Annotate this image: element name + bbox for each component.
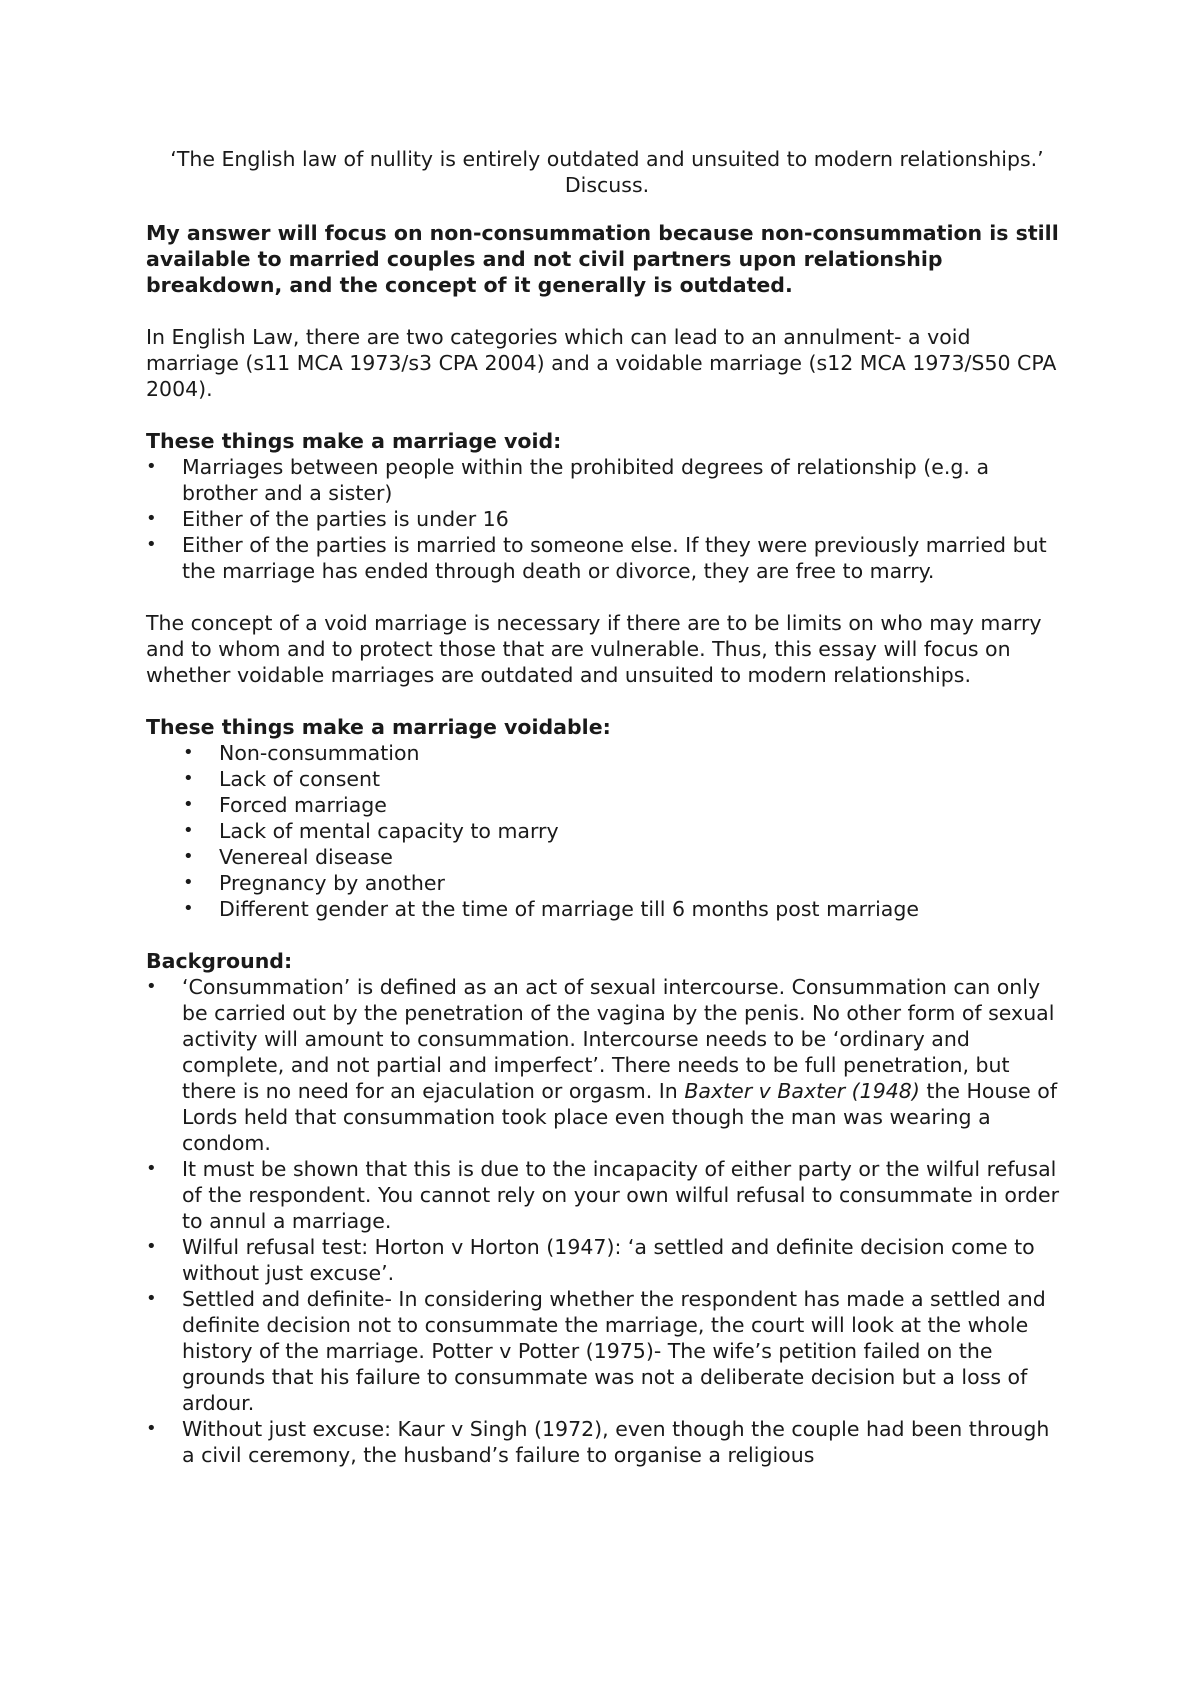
voidable-list: [146, 740, 1068, 922]
bullet-icon: •: [183, 846, 194, 867]
bullet-icon: •: [146, 456, 157, 477]
list-item: • Marriages between people within the prohibited degrees of relationship (e.g. a brother and a sister): [146, 455, 990, 505]
bullet-icon: •: [183, 768, 194, 789]
list-item: • Pregnancy by another: [183, 871, 445, 895]
bullet-icon: •: [183, 898, 194, 919]
bullet-icon: •: [183, 820, 194, 841]
list-item: • Settled and definite- In considering whether the respondent has made a settled and definite decision not to consummate the marriage, the court will look at the whole history of the marriage. Potter v Potter (1975)- The wife’s petition failed on the grounds that his failure to consummate was not a deliberate decision but a loss of ardour.: [146, 1287, 1046, 1415]
bullet-icon: •: [183, 872, 194, 893]
background-list: [146, 974, 1068, 1468]
bullet-icon: •: [183, 794, 194, 815]
list-item: • Either of the parties is under 16: [146, 507, 509, 531]
list-item: • Without just excuse: Kaur v Singh (1972), even though the couple had been through a civil ceremony, the husband’s failure to organise a religious: [146, 1417, 1050, 1467]
list-item: • Different gender at the time of marriage till 6 months post marriage: [183, 897, 919, 921]
list-item: • Non-consummation: [183, 741, 420, 765]
list-item: • Wilful refusal test: Horton v Horton (1947): ‘a settled and definite decision come to without just excuse’.: [146, 1235, 1035, 1285]
bullet-icon: •: [183, 742, 194, 763]
background-heading: Background:: [146, 949, 293, 973]
bullet-icon: •: [146, 1158, 157, 1179]
bullet-icon: •: [146, 1418, 157, 1439]
list-item: • Venereal disease: [183, 845, 393, 869]
bullet-icon: •: [146, 534, 157, 555]
bullet-icon: •: [146, 508, 157, 529]
intro-statement: My answer will focus on non-consummation because non-consummation is still available to married couples and not civil partners upon relationship breakdown, and the concept of it generally is outdated.: [146, 221, 1059, 297]
essay-title: ‘The English law of nullity is entirely outdated and unsuited to modern relationships.’ Discuss.: [170, 147, 1044, 197]
list-item: • ‘Consummation’ is defined as an act of sexual intercourse. Consummation can only be carried out by the penetration of the vagina by the penis. No other form of sexual activity will amount to consummation. Intercourse needs to be ‘ordinary and complete, and not partial and imperfect’. There needs to be full penetration, but there is no need for an ejaculation or orgasm. In Baxter v Baxter (1948) the House of Lords held that consummation took place even though the man was wearing a condom.: [146, 975, 1058, 1155]
bullet-icon: •: [146, 1236, 157, 1257]
document-page: [146, 146, 1068, 1468]
voidable-heading: These things make a marriage voidable:: [146, 715, 611, 739]
void-list: [146, 454, 1068, 584]
list-item: • It must be shown that this is due to the incapacity of either party or the wilful refusal of the respondent. You cannot rely on your own wilful refusal to consummate in order to annul a marriage.: [146, 1157, 1060, 1233]
categories-paragraph: In English Law, there are two categories which can lead to an annulment- a void marriage (s11 MCA 1973/s3 CPA 2004) and a voidable marriage (s12 MCA 1973/S50 CPA 2004).: [146, 325, 1057, 401]
list-item: • Either of the parties is married to someone else. If they were previously married but the marriage has ended through death or divorce, they are free to marry.: [146, 533, 1047, 583]
list-item: • Forced marriage: [183, 793, 387, 817]
list-item: • Lack of consent: [183, 767, 381, 791]
list-item: • Lack of mental capacity to marry: [183, 819, 559, 843]
bullet-icon: •: [146, 1288, 157, 1309]
case-citation: Baxter v Baxter (1948): [684, 1079, 920, 1103]
bullet-icon: •: [146, 976, 157, 997]
void-heading: These things make a marriage void:: [146, 429, 562, 453]
void-concept-paragraph: The concept of a void marriage is necessary if there are to be limits on who may marry and to whom and to protect those that are vulnerable. Thus, this essay will focus on whether voidable marriages are outdated and unsuited to modern relationships.: [146, 611, 1042, 687]
